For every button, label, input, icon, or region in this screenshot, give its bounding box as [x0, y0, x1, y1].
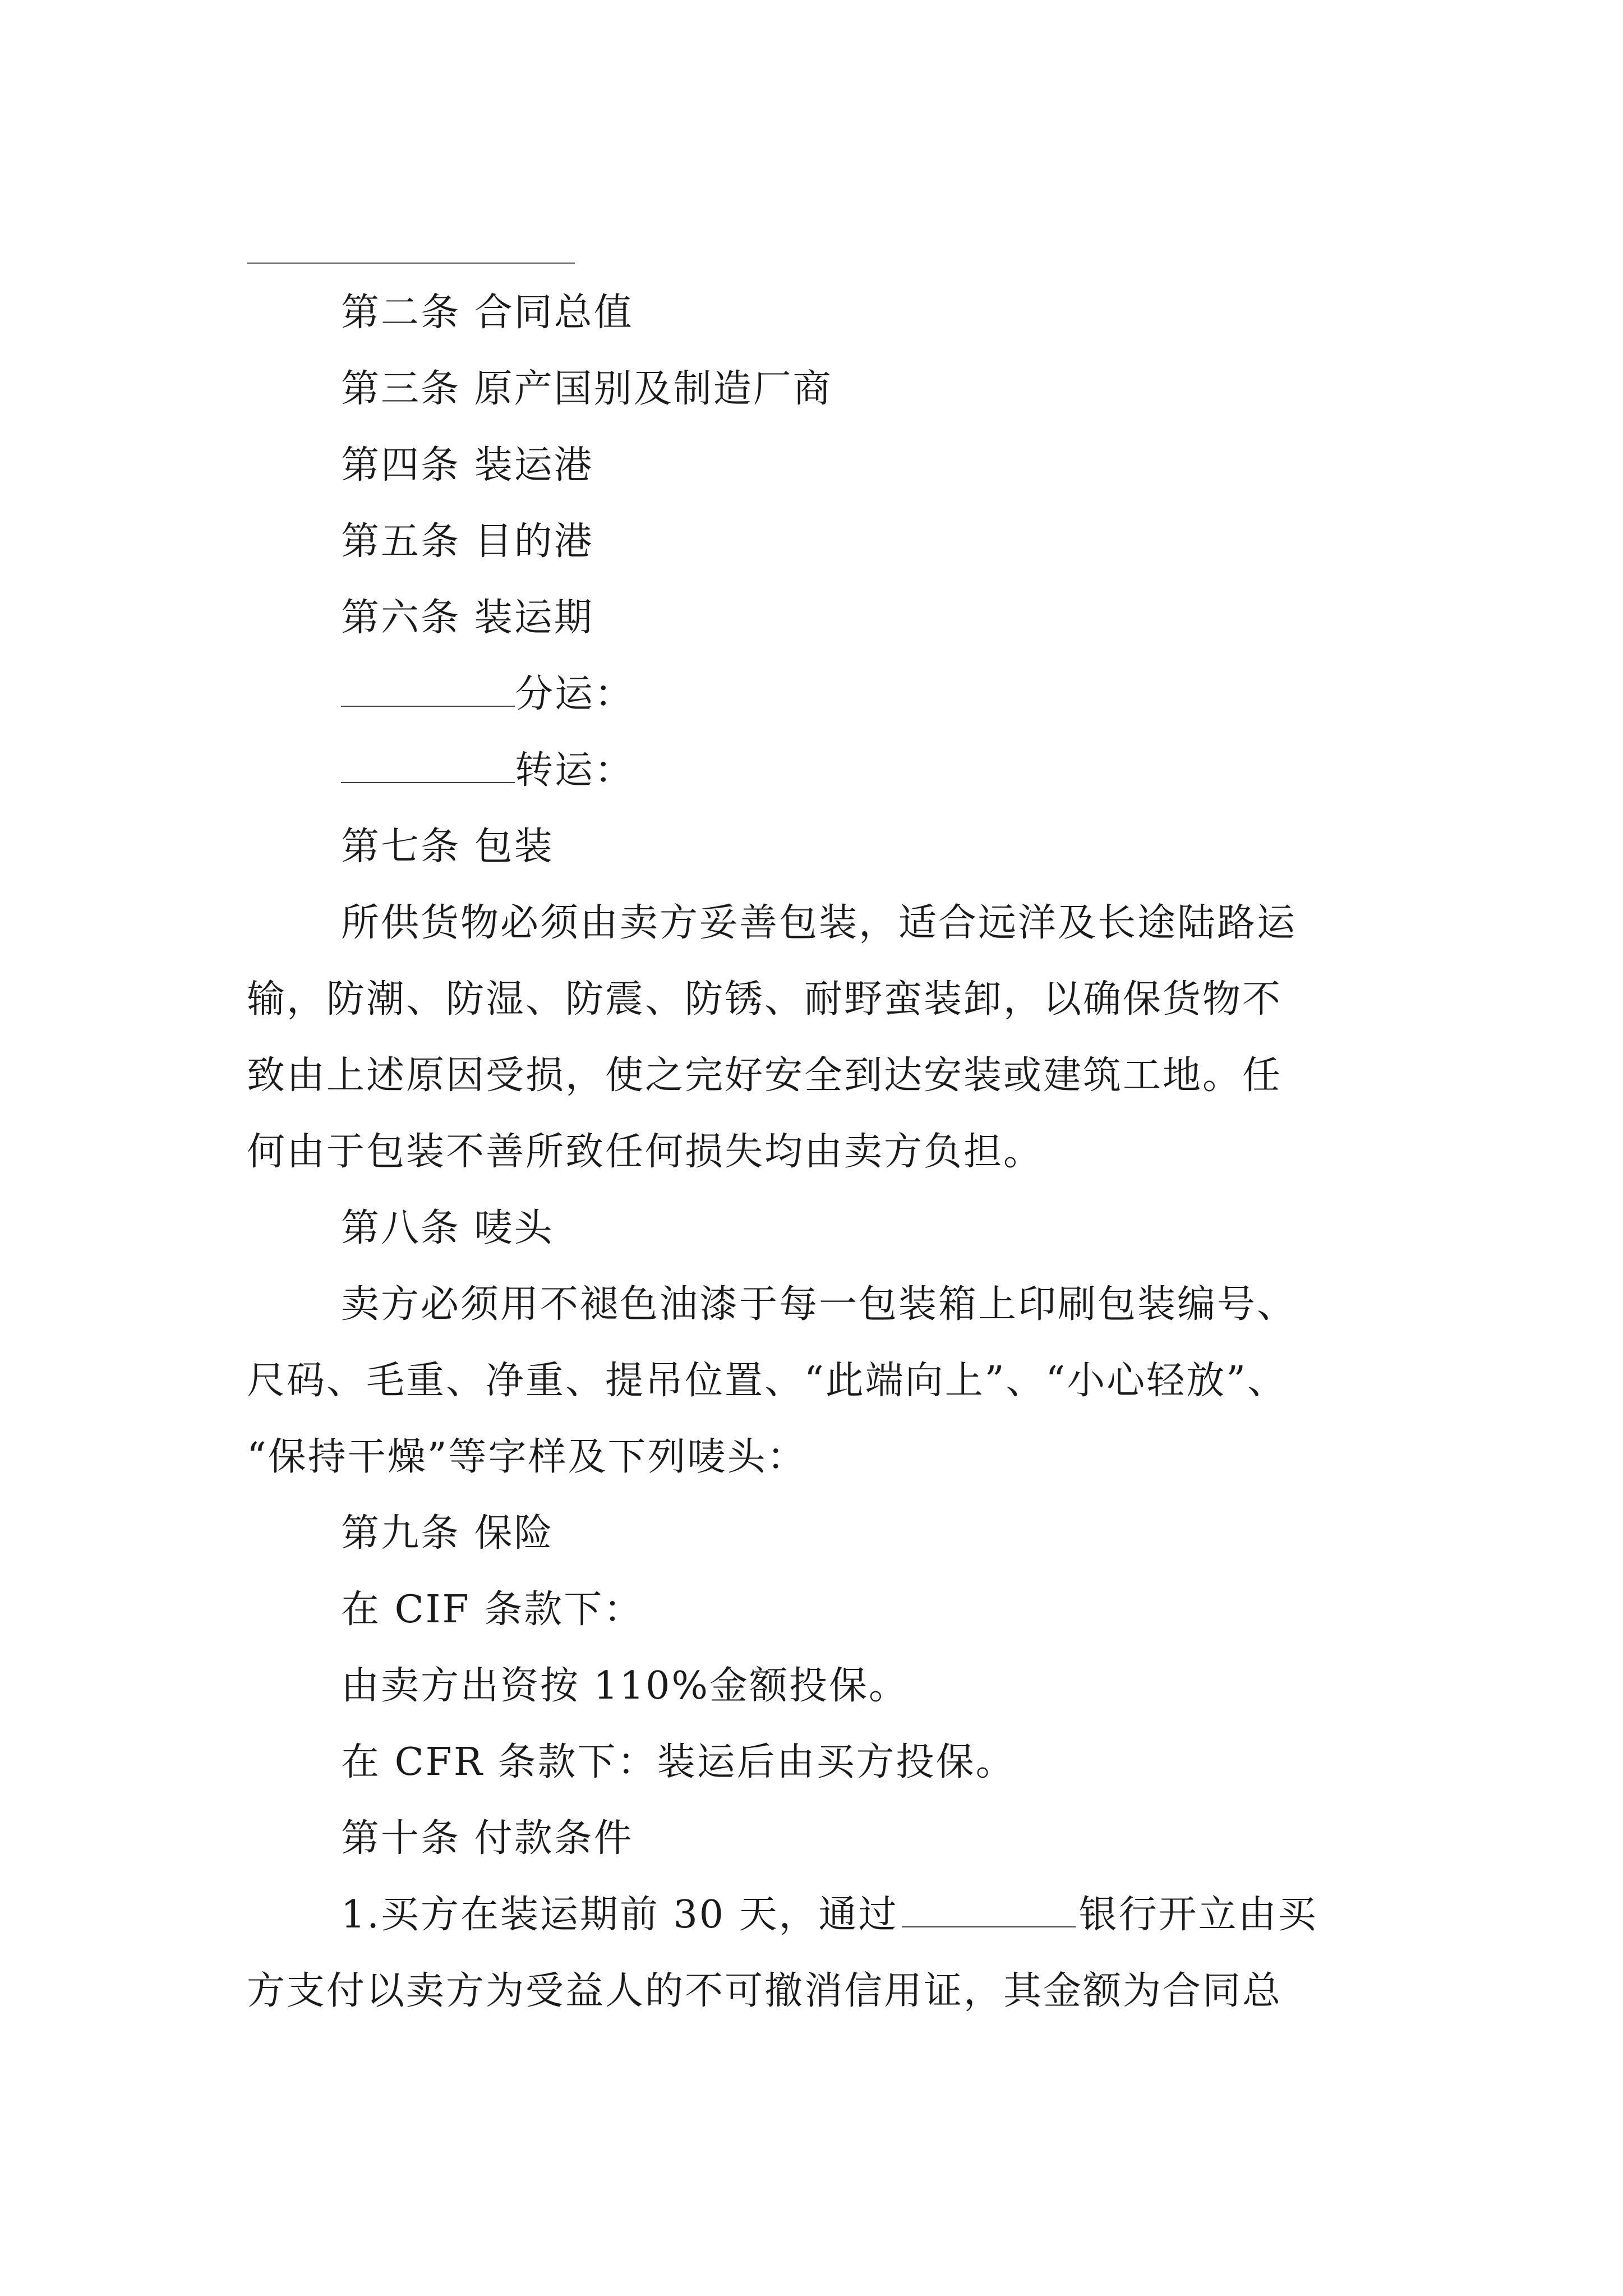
- packing-paragraph-line-4: 何由于包装不善所致任何损失均由卖方负担。: [247, 1130, 1044, 1174]
- clause-6-heading: 第六条 装运期: [341, 596, 594, 640]
- clause-5-heading: 第五条 目的港: [341, 519, 594, 564]
- partial-shipment-line: [341, 668, 1496, 721]
- marks-paragraph-line-2: 尺码、毛重、净重、提吊位置、“此端向上”、“小心轻放”、: [247, 1359, 1288, 1403]
- transshipment-label: 转运：: [515, 748, 635, 793]
- clause-9-heading: 第九条 保险: [341, 1511, 554, 1556]
- packing-paragraph-line-2: 输，防潮、防湿、防震、防锈、耐野蛮装卸，以确保货物不: [247, 977, 1283, 1022]
- payment-paragraph-line-1: [341, 1888, 1496, 1942]
- clause-4-heading: 第四条 装运港: [341, 443, 594, 487]
- payment-text-end: 银行开立由买: [1078, 1893, 1318, 1937]
- insurance-cif-detail: 由卖方出资按 110%金额投保。: [341, 1664, 909, 1708]
- packing-paragraph-line-1: 所供货物必须由卖方妥善包装，适合远洋及长途陆路运: [341, 901, 1297, 945]
- clause-7-heading: 第七条 包装: [341, 825, 554, 869]
- payment-paragraph-line-2: 方支付以卖方为受益人的不可撤消信用证，其金额为合同总: [247, 1969, 1283, 2013]
- marks-paragraph-line-3: “保持干燥”等字样及下列唛头：: [247, 1435, 807, 1479]
- fill-in-blank[interactable]: [341, 672, 515, 707]
- top-divider: [247, 263, 575, 264]
- packing-paragraph-line-3: 致由上述原因受损，使之完好安全到达安装或建筑工地。任: [247, 1053, 1283, 1098]
- clause-3-heading: 第三条 原产国别及制造厂商: [341, 367, 833, 411]
- transshipment-line: [341, 744, 1496, 798]
- marks-paragraph-line-1: 卖方必须用不褪色油漆于每一包装箱上印刷包装编号、: [341, 1282, 1297, 1327]
- partial-shipment-label: 分运：: [515, 672, 635, 716]
- insurance-cfr-line: 在 CFR 条款下：装运后由买方投保。: [341, 1740, 1016, 1784]
- fill-in-blank[interactable]: [341, 748, 515, 783]
- clause-10-heading: 第十条 付款条件: [341, 1816, 634, 1861]
- bank-name-blank[interactable]: [902, 1893, 1076, 1927]
- insurance-cif-line: 在 CIF 条款下：: [341, 1588, 644, 1632]
- clause-2-heading: 第二条 合同总值: [341, 291, 634, 335]
- payment-text-start: 1.买方在装运期前 30 天，通过: [341, 1893, 898, 1937]
- clause-8-heading: 第八条 唛头: [341, 1206, 554, 1250]
